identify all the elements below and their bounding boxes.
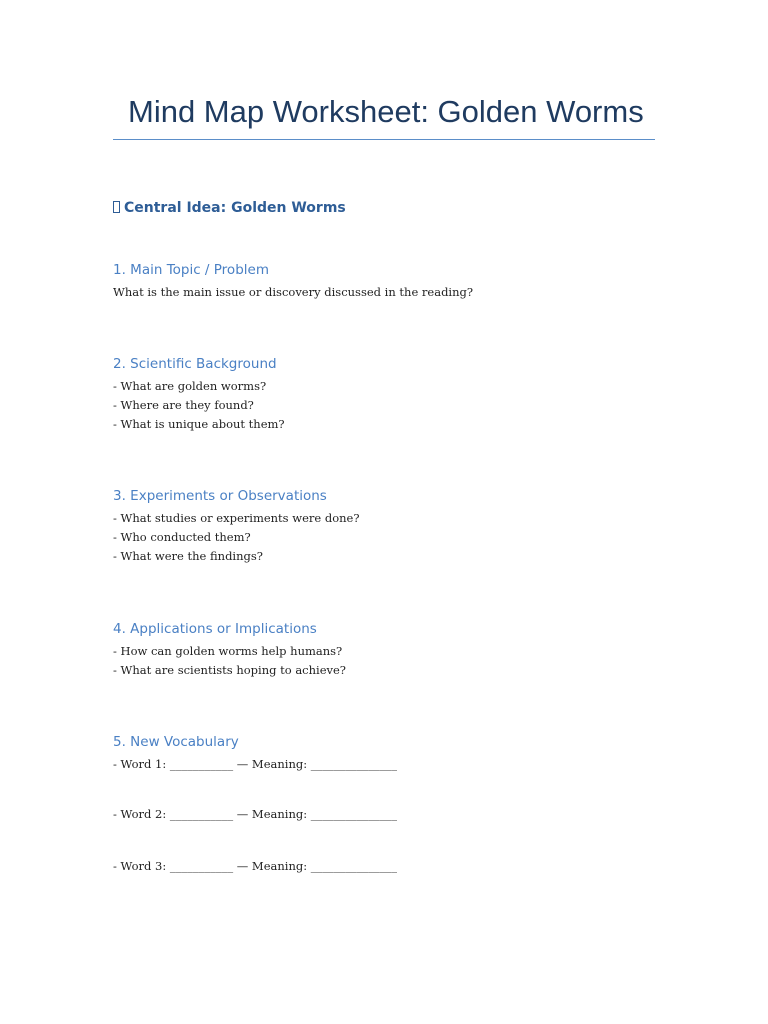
section-lines-scientific-background [113, 377, 285, 434]
section-heading-applications: 4. Applications or Implications [113, 621, 317, 637]
section-heading-scientific-background: 2. Scientific Background [113, 356, 277, 372]
prompt-line: - What are golden worms? [113, 379, 267, 393]
missing-glyph-box-icon [113, 201, 120, 213]
prompt-line: - Where are they found? [113, 398, 254, 412]
section-heading-experiments: 3. Experiments or Observations [113, 488, 327, 504]
prompt-line: - What were the findings? [113, 549, 263, 563]
prompt-line: - Who conducted them? [113, 530, 251, 544]
vocabulary-line-word-3: - Word 3: ___________ — Meaning: _______________ [113, 859, 397, 873]
prompt-line: - What is unique about them? [113, 417, 285, 431]
title-underline-rule [113, 139, 655, 140]
central-idea-heading [113, 198, 346, 218]
prompt-line: - What studies or experiments were done? [113, 511, 360, 525]
section-heading-vocabulary: 5. New Vocabulary [113, 734, 239, 750]
section-heading-main-topic: 1. Main Topic / Problem [113, 262, 269, 278]
prompt-line: What is the main issue or discovery discussed in the reading? [113, 285, 474, 299]
prompt-line: - What are scientists hoping to achieve? [113, 663, 346, 677]
central-idea-label: Central Idea: Golden Worms [124, 200, 346, 216]
page-title: Mind Map Worksheet: Golden Worms [128, 94, 644, 129]
vocabulary-line-word-2: - Word 2: ___________ — Meaning: _______________ [113, 807, 397, 821]
section-lines-applications [113, 642, 346, 680]
vocabulary-line-word-1: - Word 1: ___________ — Meaning: _______________ [113, 757, 397, 771]
section-lines-main-topic [113, 283, 473, 302]
section-lines-experiments [113, 509, 360, 566]
prompt-line: - How can golden worms help humans? [113, 644, 343, 658]
